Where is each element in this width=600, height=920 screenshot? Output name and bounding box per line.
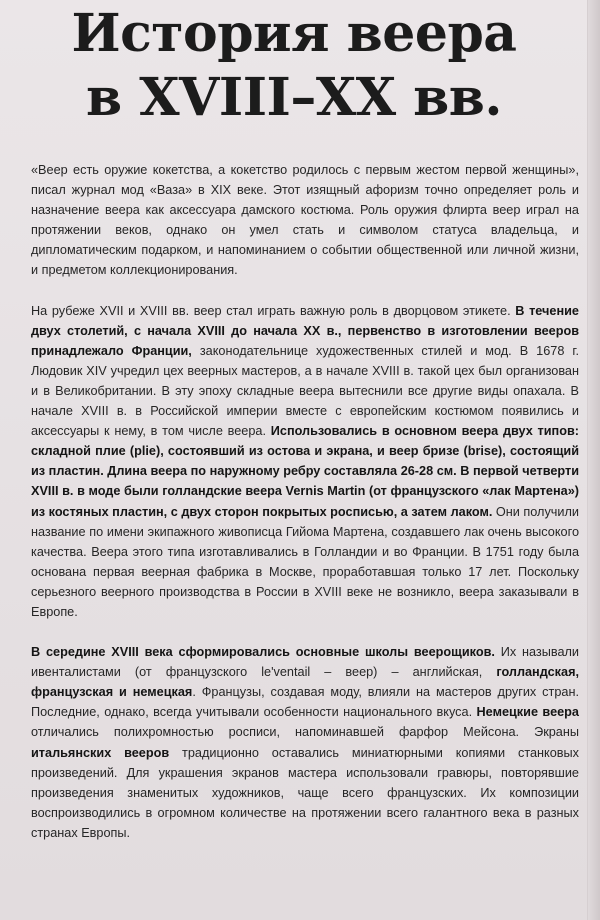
bold-text-run: голландская, французская и немецкая — [31, 665, 579, 700]
title-line-1: История веера — [71, 3, 517, 64]
text-run: Они получили название по имени экипажного живописца Гийома Мартена, создавшего лак очень высокого качества. Веера этого типа изготавливались в Голландии и во Франции. В 1751 году была основана первая веерная фабрика в Москве, проработавшая только 17 лет. Поскольку серьезного веерного производства в России в XVIII веке не возникло, веера заказывали в Европе. — [31, 504, 579, 619]
text-run: законодательнице художественных стилей и мод. В 1678 г. Людовик XIV учредил цех веерных мастеров, а в начале XVIII в. такой цех был организован и в Великобритании. В эту эпоху складные веера вытеснили все другие виды опахала. В начале XVIII в. в Российской империи вместе с европейским костюмом появились и аксессуары к нему, в том числе веера. — [31, 343, 579, 439]
title-line-2: в XVIII–XX вв. — [85, 67, 503, 128]
text-run: традиционно оставались миниатюрными копиями станковых произведений. Для украшения экранов мастера использовали гравюры, повторявшие произведения знаменитых художников, чаще всего французских. Их композиции воспроизводились в огромном количестве на протяжении всего галантного века в разных странах Европы. — [31, 745, 580, 840]
paragraph-1 — [31, 160, 579, 281]
bold-text-run: Немецкие веера — [476, 705, 579, 720]
article-body — [31, 160, 579, 863]
bold-text-run: итальянских вееров — [31, 745, 170, 760]
panel-edge — [587, 0, 600, 920]
text-run: . Французы, создавая моду, влияли на мастеров других стран. Последние, однако, всегда учитывали особенности национального вкуса. — [31, 685, 579, 720]
text-run: отличались полихромностью росписи, напоминавшей фарфор Мейсона. Экраны — [31, 725, 579, 740]
paragraph-2 — [31, 301, 579, 623]
bold-text-run: В середине XVIII века сформировались основные школы веерощиков. — [31, 645, 495, 660]
paragraph-3 — [31, 642, 579, 843]
text-run: На рубеже XVII и XVIII вв. веер стал играть важную роль в дворцовом этикете. — [31, 303, 516, 318]
bold-text-run: Использовались в основном веера двух типов: складной плие (plie), состоявший из остова и экрана, и веер бризе (brise), состоящий из пластин. Длина веера по наружному ребру составляла 26-28 см. В первой четверти XVIII в. в моде были голландские веера Vernis Martin (от французского «лак Мартена») из костяных пластин, с двух сторон покрытых росписью, а затем лаком. — [31, 424, 579, 519]
bold-text-run: В течение двух столетий, с начала XVIII до начала XX в., первенство в изготовлении вееров принадлежало Франции, — [31, 303, 579, 358]
page-title — [0, 2, 588, 130]
text-run: «Веер есть оружие кокетства, а кокетство родилось с первым жестом первой женщины», писал журнал мод «Ваза» в XIX веке. Этот изящный афоризм точно определяет роль и назначение веера как аксессуара дамского костюма. Роль оружия флирта веер играл на протяжении веков, однако он умел стать и символом статуса владельца, и дипломатическим подарком, и напоминанием о событии общественной или личной жизни, и предметом коллекционирования. — [31, 163, 579, 278]
text-run: Их называли ивенталистами (от французского le'ventail – веер) – английская, — [31, 645, 579, 680]
